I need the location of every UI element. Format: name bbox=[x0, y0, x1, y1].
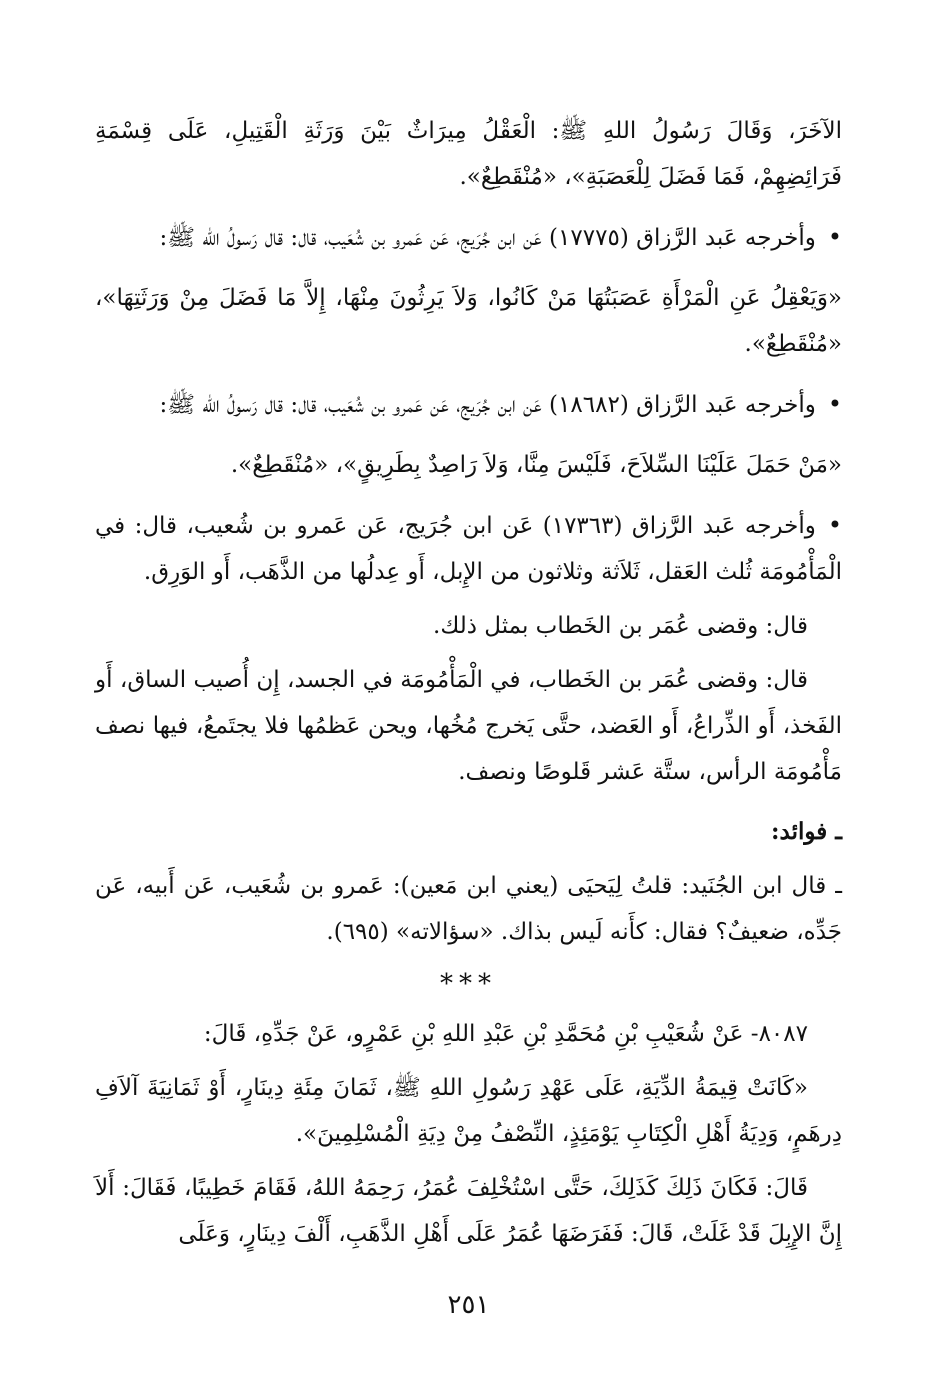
hadith-8087-text: «كَانَتْ قِيمَةُ الدِّيَةِ، عَلَى عَهْدِ رَسُولِ اللهِ ﷺ، ثَمَانَ مِئَةِ دِينَارٍ، أَوْ ثَمَانِيَةَ آلاَفِ دِرهَمٍ، وَدِيَةُ أَهْلِ الْكِتَابِ يَوْمَئِذٍ، النِّصْفُ مِنْ دِيَةِ الْمُسْلِمِينَ». bbox=[95, 1075, 842, 1147]
paragraph-ibn-junayd: ـ قال ابن الجُنَيد: قلتُ لِيَحيَى (يعني ابن مَعين): عَمرو بن شُعَيب، عَن أَبيه، عَن جَدِّه، ضعيفٌ؟ فقال: كأَنه لَيس بذاك. «سؤالاته» (٦٩٥). bbox=[95, 873, 842, 945]
section-heading-benefits: ـ فوائد: bbox=[771, 818, 842, 845]
paragraph-quote-weapons: «مَنْ حَمَلَ عَلَيْنَا السِّلاَحَ، فَلَيْسَ مِنَّا، وَلاَ رَاصِدٌ بِطَرِيقٍ»، «مُنْقَطِعٌ». bbox=[230, 452, 842, 478]
paragraph-bullet-17363: • وأخرجه عَبد الرَّزاق (١٧٣٦٣) عَن ابن جُرَيج، عَن عَمرو بن شُعيب، قال: في الْمَأْمُومَة ثُلث العَقل، ثَلاَثة وثلاثون من الإِبل، أَو عِدلُها من الذَّهَب، أَو الوَرِق. bbox=[95, 502, 842, 595]
paragraph-bullet-17775: • وأخرجه عَبد الرَّزاق (١٧٧٧٥) عَن ابن جُرَيج، عَن عَمرو بن شُعَيب، قال: قال رَسولُ الله ﷺ: bbox=[95, 214, 842, 261]
hadith-8087-continuation: قَالَ: فَكَانَ ذَلِكَ كَذَلِكَ، حَتَّى اسْتُخْلِفَ عُمَرُ، رَحِمَهُ اللهُ، فَقَامَ خَطِيبًا، فَقَالَ: أَلاَ إِنَّ الإِبِلَ قَدْ غَلَتْ، قَالَ: فَفَرَضَهَا عُمَرُ عَلَى أَهْلِ الذَّهَبِ، أَلْفَ دِينَارٍ، وَعَلَى bbox=[95, 1175, 842, 1247]
paragraph-quote-women: «وَيَعْقِلُ عَنِ الْمَرْأَةِ عَصَبَتُهَا مَنْ كَانُوا، وَلاَ يَرِثُونَ مِنْهَا، إِلاَّ مَا فَضَلَ مِنْ وَرَثَتِهَا»، «مُنْقَطِعٌ». bbox=[95, 285, 842, 357]
paragraph-continuation: الآخَرَ، وَقَالَ رَسُولُ اللهِ ﷺ: الْعَقْلُ مِيرَاثٌ بَيْنَ وَرَثَةِ الْقَتِيلِ، عَلَى قِسْمَةِ فَرَائِضِهِمْ، فَمَا فَضَلَ لِلْعَصَبَةِ»، «مُنْقَطِعٌ». bbox=[95, 118, 842, 190]
section-separator: *** bbox=[440, 969, 497, 999]
paragraph-umar-ruling: قال: وقضى عُمَر بن الخَطاب بمثل ذلك. bbox=[433, 613, 808, 639]
paragraph-umar-body-ruling: قال: وقضى عُمَر بن الخَطاب، في الْمَأْمُومَة في الجسد، إِن أُصيب الساق، أَو الفَخذ، أَو الذِّراعُ، أَو العَضد، حتَّى يَخرج مُخُها، ويحن عَظمُها فلا يجتَمعُ، فيها نصف مَأْمُومَة الرأس، ستَّة عَشر قَلوصًا ونصف. bbox=[95, 667, 842, 785]
hadith-8087-header: ٨٠٨٧- عَنْ شُعَيْبِ بْنِ مُحَمَّدِ بْنِ عَبْدِ اللهِ بْنِ عَمْرٍو، عَنْ جَدِّهِ، قَالَ: bbox=[203, 1021, 808, 1047]
paragraph-bullet-18682: • وأخرجه عَبد الرَّزاق (١٨٦٨٢) عَن ابن جُرَيج، عَن عَمرو بن شُعَيب، قال: قال رَسولُ الله ﷺ: bbox=[95, 381, 842, 428]
page-number: ٢٥١ bbox=[447, 1290, 490, 1320]
